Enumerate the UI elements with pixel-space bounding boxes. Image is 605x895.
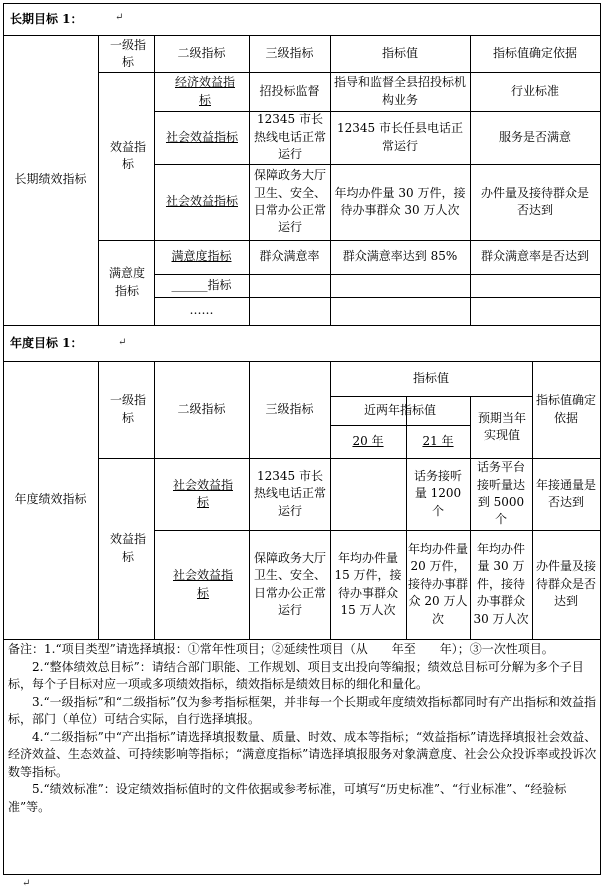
annual-section-label: 年度绩效指标 (14, 492, 87, 507)
table-cell-basis: 服务是否满意 (498, 129, 571, 144)
table-cell-l2: 社会效益指标 (165, 194, 238, 209)
table-cell-y2: 年均办件量 20 万件，接待办事群众 20 万人次 (408, 542, 469, 626)
table-cell-value: 指导和监督全县招投标机构业务 (333, 75, 466, 107)
table-cell-y1 (330, 458, 406, 530)
annual-header-basis: 指标值确定依据 (536, 393, 597, 425)
annual-header-expected: 预期当年实现值 (477, 410, 526, 442)
table-cell-l3: 12345 市长热线电话正常运行 (254, 112, 327, 162)
table-cell-value: 年均办件量 30 万件，接待办事群众 30 万人次 (334, 185, 466, 217)
note-item: 5.“绩效标准”：设定绩效指标值时的文件依据或参考标准，可填写“历史标准”、“行业标准”、“经验标准”等。 (8, 782, 567, 814)
note-item: 3.“一级指标”和“二级指标”仅为参考指标框架，并非每一个长期或年度绩效指标都同时有产出指标和效益指标，部门（单位）可结合实际，自行选择填报。 (8, 694, 596, 726)
table-cell-l2: 社会效益指标 (172, 568, 233, 600)
table-cell-l3: 保障政务大厅卫生、安全、日常办公正常运行 (253, 168, 326, 235)
table-cell-basis: 行业标准 (510, 83, 559, 98)
long-term-section-label: 长期绩效指标 (14, 172, 87, 187)
long-term-target-label: 长期目标 1： (10, 11, 83, 26)
level1-satisfaction: 满意度指标 (108, 266, 145, 298)
header-level2: 二级指标 (177, 46, 226, 61)
table-cell-y2: 话务接听量 1200 个 (413, 468, 462, 518)
annual-header-level1: 一级指标 (109, 393, 146, 425)
table-cell-expected: 话务平台接听量达到 5000 个 (476, 460, 525, 527)
annual-header-recent: 近两年指标值 (363, 402, 436, 417)
header-value: 指标值 (381, 46, 418, 61)
paragraph-mark-icon: ↵ (115, 12, 124, 23)
header-basis: 指标值确定依据 (492, 46, 577, 61)
table-cell-expected: 年均办件量 30 万件，接待办事群众 30 万人次 (473, 542, 529, 626)
annual-header-year1: 20 年 (352, 433, 384, 448)
annual-header-level2: 二级指标 (177, 401, 226, 416)
table-cell-l3: 招投标监督 (259, 83, 320, 98)
notes-block (8, 641, 598, 816)
table-cell-l3: 群众满意率 (259, 249, 320, 264)
table-cell-basis: 办件量及接待群众是否达到 (480, 185, 589, 217)
table-cell-l3: 保障政务大厅卫生、安全、日常办公正常运行 (254, 550, 327, 617)
header-level3: 三级指标 (265, 46, 314, 61)
paragraph-mark-icon: ↵ (22, 878, 31, 889)
annual-header-value: 指标值 (412, 370, 449, 385)
table-cell-l2: 经济效益指标 (174, 75, 235, 107)
table-cell-l2: 社会效益指标 (165, 129, 238, 144)
annual-header-year2: 21 年 (422, 433, 454, 448)
table-cell-value: 群众满意率达到 85% (342, 249, 458, 264)
annual-header-level3: 三级指标 (265, 401, 314, 416)
note-item: 4.“二级指标”中“产出指标”请选择填报数量、质量、时效、成本等指标；“效益指标”请选择填报社会效益、经济效益、生态效益、可持续影响等指标；“满意度指标”请选择填报服务对象满意度、社会公众投诉率或投诉次数等指标。 (8, 729, 597, 779)
table-cell-l2: …… (189, 303, 214, 318)
note-item: 2.“整体绩效总目标”：请结合部门职能、工作规划、项目支出投向等编报；绩效总目标可分解为多个子目标，每个子目标对应一项或多项绩效指标，绩效指标是绩效目标的细化和量化。 (8, 659, 584, 691)
table-cell-y1: 年均办件量 15 万件，接待办事群众 15 万人次 (334, 550, 402, 617)
table-cell-basis: 群众满意率是否达到 (480, 249, 589, 264)
table-cell-l3: 12345 市长热线电话正常运行 (254, 468, 327, 518)
annual-level1-benefit: 效益指标 (110, 532, 147, 564)
paragraph-mark-icon: ↵ (118, 337, 127, 348)
header-level1: 一级指标 (109, 37, 146, 69)
table-cell-l2: 社会效益指标 (172, 477, 233, 509)
table-cell-basis: 年接通量是否达到 (536, 477, 597, 509)
annual-target-label: 年度目标 1： (10, 335, 83, 350)
table-cell-value: 12345 市长任县电话正常运行 (337, 121, 463, 153)
table-cell-basis: 办件量及接待群众是否达到 (536, 559, 597, 609)
level1-benefit: 效益指标 (110, 139, 147, 171)
table-cell-l2: ______指标 (171, 277, 232, 292)
note-item: 备注：1.“项目类型”请选择填报：①常年性项目；②延续性项目（从 年至 年）；③一次性项目。 (8, 642, 554, 656)
table-cell-l2: 满意度指标 (171, 249, 232, 264)
